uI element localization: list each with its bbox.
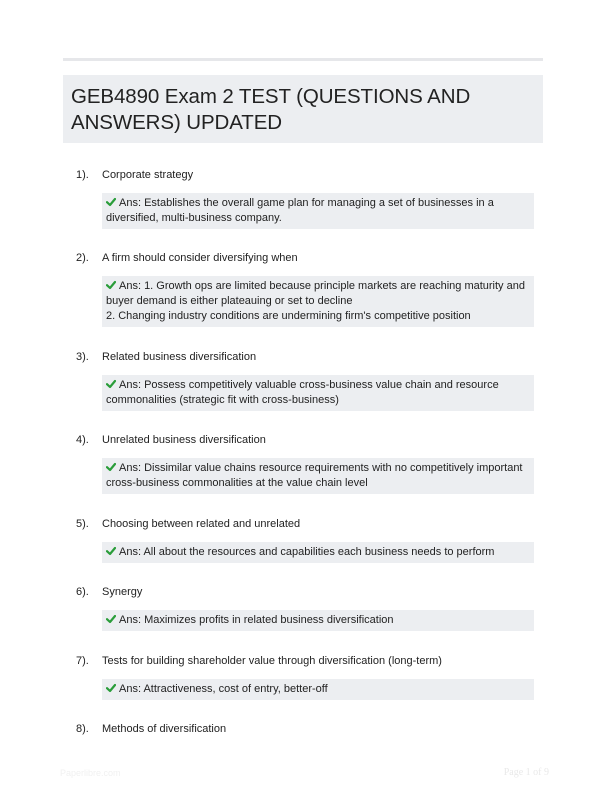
answer-line: Ans: Establishes the overall game plan for managing a set of businesses in a bbox=[119, 197, 494, 209]
answer-line: 2. Changing industry conditions are undermining firm's competitive position bbox=[106, 310, 471, 322]
check-icon bbox=[106, 280, 116, 290]
question-number: 1). bbox=[76, 169, 89, 181]
answer-line-wrap bbox=[106, 279, 530, 294]
answer-line: commonalities (strategic fit with cross-business) bbox=[106, 394, 339, 406]
question-number: 5). bbox=[76, 518, 89, 530]
answer-box bbox=[102, 193, 534, 229]
question-number: 8). bbox=[76, 723, 89, 735]
check-icon bbox=[106, 197, 116, 207]
answer-line: Ans: Possess competitively valuable cross-business value chain and resource bbox=[119, 379, 499, 391]
answer-box bbox=[102, 276, 534, 327]
answer-box bbox=[102, 542, 534, 563]
answer-line-wrap bbox=[106, 378, 530, 393]
answer-box bbox=[102, 375, 534, 411]
check-icon bbox=[106, 379, 116, 389]
question-text: Unrelated business diversification bbox=[102, 434, 266, 446]
answer-line: cross-business commonalities at the value chain level bbox=[106, 477, 368, 489]
question-number: 6). bbox=[76, 586, 89, 598]
question-text: Tests for building shareholder value through diversification (long-term) bbox=[102, 655, 442, 667]
title-banner bbox=[63, 75, 543, 143]
title-line: GEB4890 Exam 2 TEST (QUESTIONS AND bbox=[71, 85, 471, 108]
check-icon bbox=[106, 614, 116, 624]
answer-line: Ans: Maximizes profits in related business diversification bbox=[119, 614, 394, 626]
answer-line-wrap bbox=[106, 196, 530, 211]
question-text: Choosing between related and unrelated bbox=[102, 518, 301, 530]
footer-watermark: Paperlibre.com bbox=[60, 768, 121, 778]
question-number: 4). bbox=[76, 434, 89, 446]
question-number: 7). bbox=[76, 655, 89, 667]
answer-line-wrap bbox=[106, 461, 530, 476]
page-number: Page 1 of 9 bbox=[503, 767, 549, 778]
answer-line: Ans: Dissimilar value chains resource requirements with no competitively important bbox=[119, 462, 523, 474]
answer-line: Ans: Attractiveness, cost of entry, better-off bbox=[119, 683, 328, 695]
answer-line: Ans: All about the resources and capabilities each business needs to perform bbox=[119, 546, 495, 558]
question-text: Corporate strategy bbox=[102, 169, 194, 181]
question-text: Methods of diversification bbox=[102, 723, 227, 735]
page-title bbox=[71, 84, 535, 136]
answer-line: buyer demand is either plateauing or set to decline bbox=[106, 295, 353, 307]
answer-line: diversified, multi-business company. bbox=[106, 212, 282, 224]
answer-box bbox=[102, 458, 534, 494]
answer-box bbox=[102, 610, 534, 631]
answer-line-wrap bbox=[106, 613, 530, 628]
check-icon bbox=[106, 683, 116, 693]
question-text: Related business diversification bbox=[102, 351, 257, 363]
question-number: 2). bbox=[76, 252, 89, 264]
answer-line-wrap bbox=[106, 682, 530, 697]
answer-box bbox=[102, 679, 534, 700]
answer-line-wrap bbox=[106, 545, 530, 560]
question-text: Synergy bbox=[102, 586, 143, 598]
top-divider bbox=[63, 58, 543, 61]
answer-line: Ans: 1. Growth ops are limited because principle markets are reaching maturity and bbox=[119, 280, 525, 292]
question-number: 3). bbox=[76, 351, 89, 363]
check-icon bbox=[106, 546, 116, 556]
check-icon bbox=[106, 462, 116, 472]
question-text: A firm should consider diversifying when bbox=[102, 252, 298, 264]
title-line: ANSWERS) UPDATED bbox=[71, 111, 283, 134]
